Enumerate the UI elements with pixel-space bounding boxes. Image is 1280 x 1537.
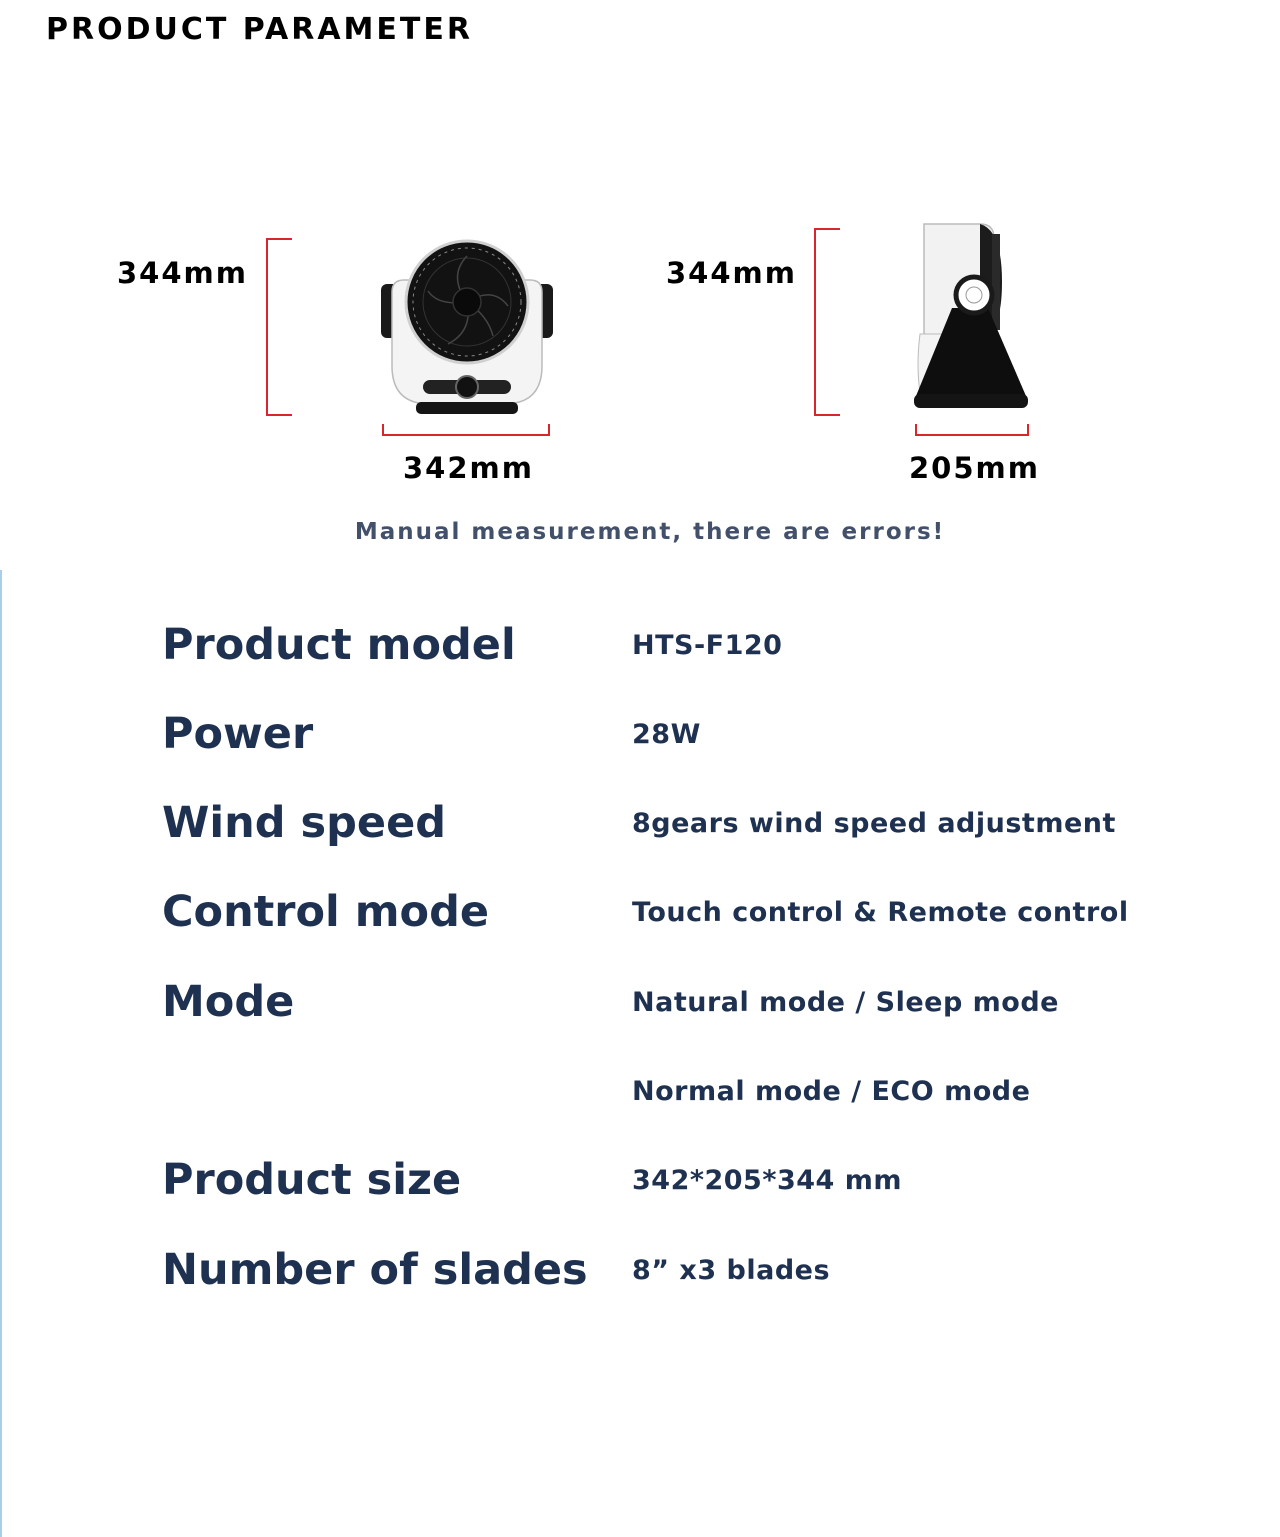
side-depth-label: 205mm xyxy=(909,451,1040,485)
spec-row xyxy=(0,1066,1280,1126)
spec-row xyxy=(0,887,1280,947)
spec-value: 8” x3 blades xyxy=(632,1255,831,1286)
spec-label: Power xyxy=(162,709,314,759)
spec-row xyxy=(0,1245,1280,1305)
spec-label: Number of slades xyxy=(162,1245,588,1295)
spec-value: 342*205*344 mm xyxy=(632,1165,902,1196)
spec-label: Control mode xyxy=(162,887,490,937)
spec-value: Normal mode / ECO mode xyxy=(632,1076,1031,1107)
spec-row xyxy=(0,709,1280,769)
page-title: PRODUCT PARAMETER xyxy=(46,12,473,47)
side-height-label: 344mm xyxy=(666,256,797,290)
spec-label: Mode xyxy=(162,977,295,1027)
spec-row xyxy=(0,1155,1280,1215)
front-width-bracket xyxy=(382,424,550,436)
spec-value: HTS-F120 xyxy=(632,630,783,661)
spec-value: Natural mode / Sleep mode xyxy=(632,987,1059,1018)
spec-value: 8gears wind speed adjustment xyxy=(632,808,1116,839)
spec-row xyxy=(0,798,1280,858)
measurement-note: Manual measurement, there are errors! xyxy=(354,519,946,545)
spec-label: Product model xyxy=(162,620,516,670)
front-view-fan-image xyxy=(378,236,556,418)
spec-label: Product size xyxy=(162,1155,462,1205)
side-depth-bracket xyxy=(915,424,1029,436)
spec-row xyxy=(0,977,1280,1037)
spec-value: 28W xyxy=(632,719,701,750)
spec-value: Touch control & Remote control xyxy=(632,897,1129,928)
front-height-bracket xyxy=(266,238,292,416)
front-width-label: 342mm xyxy=(403,451,534,485)
side-view-fan-image xyxy=(910,216,1032,414)
spec-row xyxy=(0,620,1280,680)
spec-label: Wind speed xyxy=(162,798,447,848)
front-height-label: 344mm xyxy=(117,256,248,290)
side-height-bracket xyxy=(814,228,840,416)
